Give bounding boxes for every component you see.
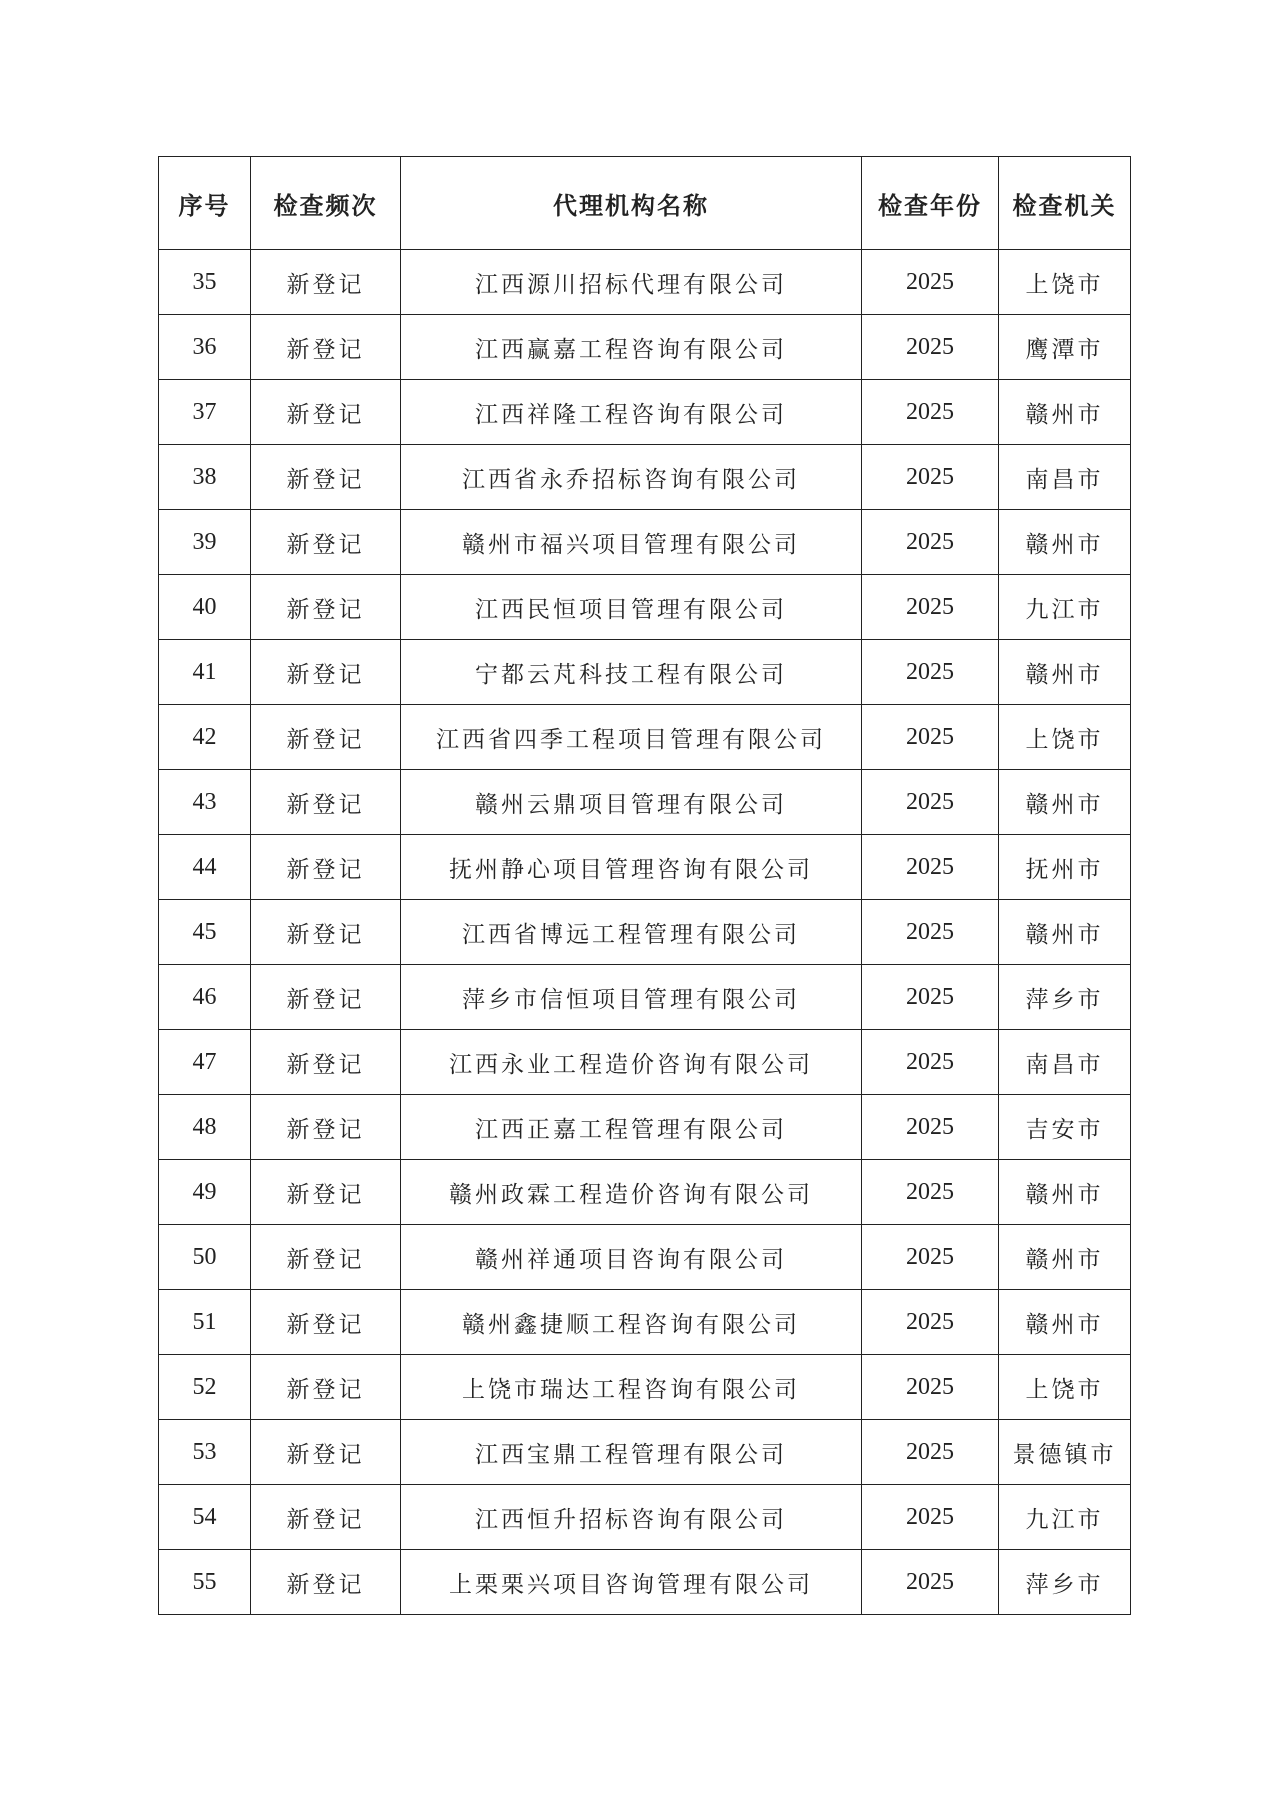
inspection-authority-cell: 上饶市 — [999, 1355, 1131, 1420]
inspection-frequency-cell: 新登记 — [251, 1550, 401, 1615]
serial-number-cell: 42 — [159, 705, 251, 770]
agency-name-cell: 江西赢嘉工程咨询有限公司 — [401, 315, 862, 380]
header-inspection-frequency: 检查频次 — [251, 157, 401, 250]
agency-name-cell: 上栗栗兴项目咨询管理有限公司 — [401, 1550, 862, 1615]
inspection-authority-cell: 萍乡市 — [999, 1550, 1131, 1615]
inspection-authority-cell: 景德镇市 — [999, 1420, 1131, 1485]
agency-name-cell: 赣州鑫捷顺工程咨询有限公司 — [401, 1290, 862, 1355]
table-row — [159, 1420, 1131, 1485]
inspection-frequency-cell: 新登记 — [251, 1420, 401, 1485]
inspection-year-cell: 2025 — [862, 1030, 999, 1095]
inspection-year-cell: 2025 — [862, 1225, 999, 1290]
table-row — [159, 1550, 1131, 1615]
inspection-year-cell: 2025 — [862, 380, 999, 445]
serial-number-cell: 54 — [159, 1485, 251, 1550]
serial-number-cell: 48 — [159, 1095, 251, 1160]
serial-number-cell: 55 — [159, 1550, 251, 1615]
inspection-year-cell: 2025 — [862, 445, 999, 510]
serial-number-cell: 41 — [159, 640, 251, 705]
table-row — [159, 510, 1131, 575]
inspection-year-cell: 2025 — [862, 1290, 999, 1355]
table-row — [159, 1485, 1131, 1550]
inspection-authority-cell: 南昌市 — [999, 1030, 1131, 1095]
inspection-authority-cell: 抚州市 — [999, 835, 1131, 900]
inspection-frequency-cell: 新登记 — [251, 770, 401, 835]
agency-name-cell: 江西省博远工程管理有限公司 — [401, 900, 862, 965]
inspection-frequency-cell: 新登记 — [251, 705, 401, 770]
table-row — [159, 380, 1131, 445]
inspection-authority-cell: 赣州市 — [999, 1290, 1131, 1355]
table-row — [159, 1030, 1131, 1095]
agency-name-cell: 江西民恒项目管理有限公司 — [401, 575, 862, 640]
table-row — [159, 1225, 1131, 1290]
inspection-year-cell: 2025 — [862, 250, 999, 315]
table-row — [159, 250, 1131, 315]
inspection-frequency-cell: 新登记 — [251, 965, 401, 1030]
agency-name-cell: 赣州市福兴项目管理有限公司 — [401, 510, 862, 575]
inspection-frequency-cell: 新登记 — [251, 1160, 401, 1225]
serial-number-cell: 43 — [159, 770, 251, 835]
inspection-frequency-cell: 新登记 — [251, 380, 401, 445]
serial-number-cell: 35 — [159, 250, 251, 315]
table-row — [159, 1095, 1131, 1160]
serial-number-cell: 44 — [159, 835, 251, 900]
serial-number-cell: 46 — [159, 965, 251, 1030]
serial-number-cell: 51 — [159, 1290, 251, 1355]
header-serial-number: 序号 — [159, 157, 251, 250]
serial-number-cell: 45 — [159, 900, 251, 965]
inspection-year-cell: 2025 — [862, 1160, 999, 1225]
agency-name-cell: 上饶市瑞达工程咨询有限公司 — [401, 1355, 862, 1420]
inspection-frequency-cell: 新登记 — [251, 1225, 401, 1290]
serial-number-cell: 39 — [159, 510, 251, 575]
inspection-authority-cell: 赣州市 — [999, 1160, 1131, 1225]
agency-inspection-table — [158, 156, 1131, 1615]
table-header-row — [159, 157, 1131, 250]
agency-name-cell: 赣州祥通项目咨询有限公司 — [401, 1225, 862, 1290]
table-row — [159, 1290, 1131, 1355]
inspection-year-cell: 2025 — [862, 1550, 999, 1615]
inspection-frequency-cell: 新登记 — [251, 445, 401, 510]
inspection-year-cell: 2025 — [862, 1420, 999, 1485]
inspection-authority-cell: 鹰潭市 — [999, 315, 1131, 380]
agency-name-cell: 江西永业工程造价咨询有限公司 — [401, 1030, 862, 1095]
inspection-frequency-cell: 新登记 — [251, 1095, 401, 1160]
table-row — [159, 445, 1131, 510]
agency-name-cell: 赣州政霖工程造价咨询有限公司 — [401, 1160, 862, 1225]
serial-number-cell: 47 — [159, 1030, 251, 1095]
inspection-year-cell: 2025 — [862, 965, 999, 1030]
inspection-frequency-cell: 新登记 — [251, 575, 401, 640]
table-row — [159, 1160, 1131, 1225]
table-row — [159, 315, 1131, 380]
agency-name-cell: 江西宝鼎工程管理有限公司 — [401, 1420, 862, 1485]
serial-number-cell: 52 — [159, 1355, 251, 1420]
header-inspection-year: 检查年份 — [862, 157, 999, 250]
serial-number-cell: 38 — [159, 445, 251, 510]
serial-number-cell: 49 — [159, 1160, 251, 1225]
agency-name-cell: 萍乡市信恒项目管理有限公司 — [401, 965, 862, 1030]
inspection-frequency-cell: 新登记 — [251, 315, 401, 380]
agency-name-cell: 江西省永乔招标咨询有限公司 — [401, 445, 862, 510]
agency-name-cell: 宁都云芃科技工程有限公司 — [401, 640, 862, 705]
inspection-frequency-cell: 新登记 — [251, 250, 401, 315]
inspection-authority-cell: 九江市 — [999, 1485, 1131, 1550]
table-row — [159, 900, 1131, 965]
inspection-frequency-cell: 新登记 — [251, 510, 401, 575]
inspection-authority-cell: 赣州市 — [999, 1225, 1131, 1290]
inspection-frequency-cell: 新登记 — [251, 640, 401, 705]
serial-number-cell: 36 — [159, 315, 251, 380]
inspection-authority-cell: 赣州市 — [999, 770, 1131, 835]
serial-number-cell: 53 — [159, 1420, 251, 1485]
table-row — [159, 640, 1131, 705]
inspection-authority-cell: 赣州市 — [999, 640, 1131, 705]
inspection-year-cell: 2025 — [862, 1095, 999, 1160]
inspection-authority-cell: 上饶市 — [999, 705, 1131, 770]
inspection-authority-cell: 上饶市 — [999, 250, 1131, 315]
inspection-frequency-cell: 新登记 — [251, 1485, 401, 1550]
header-inspection-authority: 检查机关 — [999, 157, 1131, 250]
agency-name-cell: 抚州静心项目管理咨询有限公司 — [401, 835, 862, 900]
inspection-year-cell: 2025 — [862, 1485, 999, 1550]
inspection-authority-cell: 赣州市 — [999, 510, 1131, 575]
inspection-frequency-cell: 新登记 — [251, 835, 401, 900]
inspection-frequency-cell: 新登记 — [251, 1030, 401, 1095]
agency-name-cell: 江西省四季工程项目管理有限公司 — [401, 705, 862, 770]
inspection-year-cell: 2025 — [862, 835, 999, 900]
inspection-authority-cell: 吉安市 — [999, 1095, 1131, 1160]
inspection-frequency-cell: 新登记 — [251, 1290, 401, 1355]
agency-name-cell: 赣州云鼎项目管理有限公司 — [401, 770, 862, 835]
table-row — [159, 770, 1131, 835]
table-row — [159, 835, 1131, 900]
inspection-frequency-cell: 新登记 — [251, 900, 401, 965]
inspection-authority-cell: 九江市 — [999, 575, 1131, 640]
inspection-year-cell: 2025 — [862, 1355, 999, 1420]
inspection-authority-cell: 萍乡市 — [999, 965, 1131, 1030]
agency-name-cell: 江西祥隆工程咨询有限公司 — [401, 380, 862, 445]
inspection-year-cell: 2025 — [862, 900, 999, 965]
agency-name-cell: 江西正嘉工程管理有限公司 — [401, 1095, 862, 1160]
inspection-year-cell: 2025 — [862, 510, 999, 575]
table-row — [159, 705, 1131, 770]
serial-number-cell: 40 — [159, 575, 251, 640]
inspection-year-cell: 2025 — [862, 575, 999, 640]
agency-name-cell: 江西恒升招标咨询有限公司 — [401, 1485, 862, 1550]
inspection-authority-cell: 南昌市 — [999, 445, 1131, 510]
table-row — [159, 575, 1131, 640]
inspection-year-cell: 2025 — [862, 770, 999, 835]
inspection-frequency-cell: 新登记 — [251, 1355, 401, 1420]
serial-number-cell: 50 — [159, 1225, 251, 1290]
header-agency-name: 代理机构名称 — [401, 157, 862, 250]
agency-name-cell: 江西源川招标代理有限公司 — [401, 250, 862, 315]
serial-number-cell: 37 — [159, 380, 251, 445]
table-row — [159, 1355, 1131, 1420]
inspection-authority-cell: 赣州市 — [999, 900, 1131, 965]
inspection-year-cell: 2025 — [862, 315, 999, 380]
inspection-year-cell: 2025 — [862, 640, 999, 705]
inspection-authority-cell: 赣州市 — [999, 380, 1131, 445]
table-row — [159, 965, 1131, 1030]
inspection-year-cell: 2025 — [862, 705, 999, 770]
